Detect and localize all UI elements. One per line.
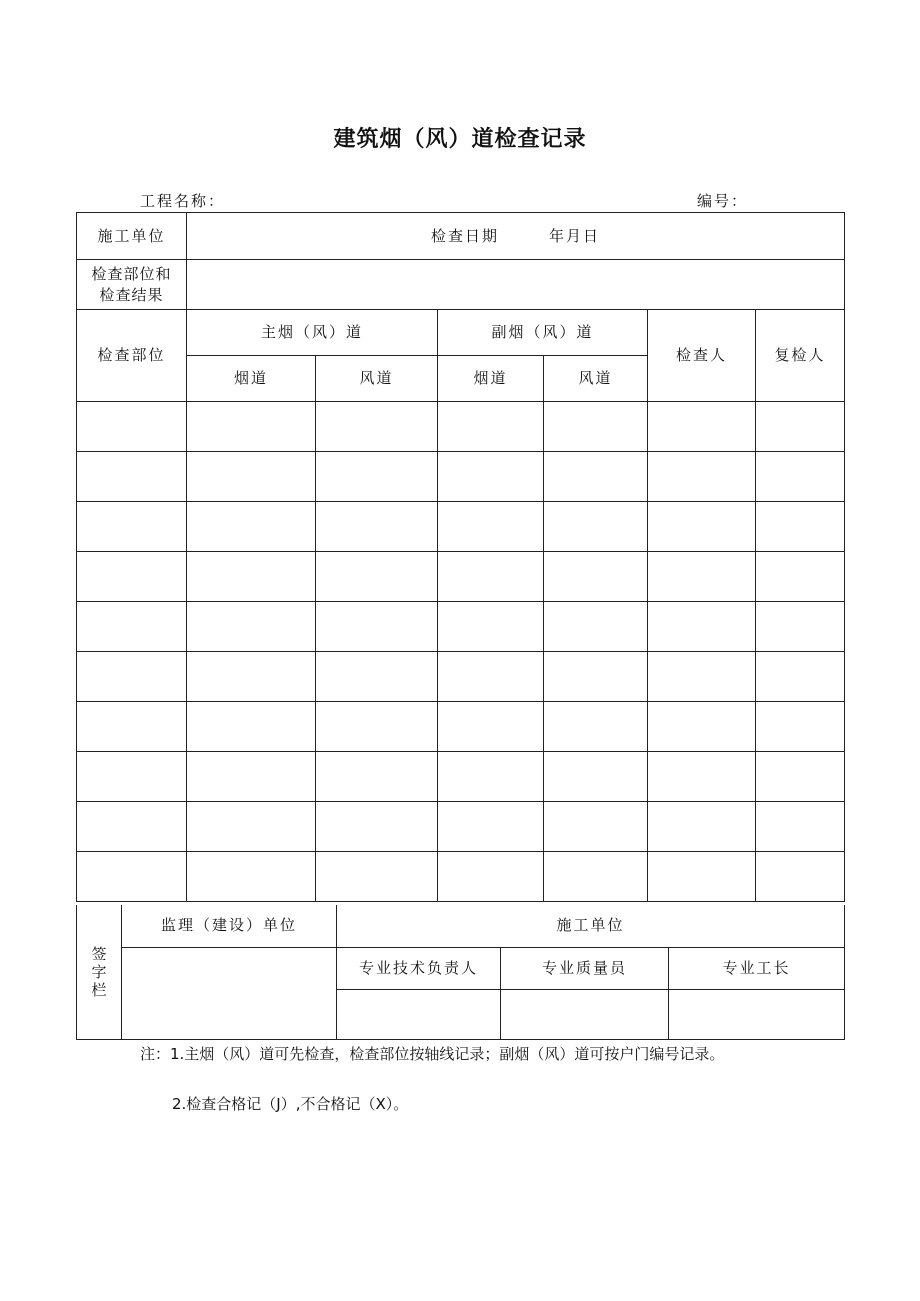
record-number-label: 编号： — [697, 192, 749, 210]
main-duct-header: 主烟（风）道 — [187, 310, 438, 356]
table-cell[interactable] — [648, 602, 756, 652]
table-cell[interactable] — [648, 852, 756, 902]
table-cell[interactable] — [544, 402, 648, 452]
table-cell[interactable] — [316, 452, 438, 502]
table-cell[interactable] — [544, 752, 648, 802]
table-cell[interactable] — [648, 402, 756, 452]
table-cell[interactable] — [544, 602, 648, 652]
table-cell[interactable] — [648, 552, 756, 602]
table-cell[interactable] — [438, 602, 544, 652]
table-cell[interactable] — [316, 652, 438, 702]
table-cell[interactable] — [77, 452, 187, 502]
table-cell[interactable] — [648, 752, 756, 802]
table-row — [77, 652, 845, 702]
table-cell[interactable] — [756, 502, 845, 552]
parts-results-label: 检查部位和 检查结果 — [77, 260, 187, 310]
table-cell[interactable] — [77, 752, 187, 802]
note-2: 2.检查合格记（J）,不合格记（X）。 — [172, 1095, 409, 1113]
table-cell[interactable] — [77, 602, 187, 652]
table-cell[interactable] — [77, 552, 187, 602]
construction-unit-sign-label: 施工单位 — [337, 905, 845, 947]
table-cell[interactable] — [187, 552, 316, 602]
main-air-duct-header: 风道 — [316, 356, 438, 402]
table-row — [77, 852, 845, 902]
aux-air-duct-header: 风道 — [544, 356, 648, 402]
table-cell[interactable] — [648, 702, 756, 752]
table-cell[interactable] — [316, 752, 438, 802]
table-cell[interactable] — [77, 852, 187, 902]
table-cell[interactable] — [438, 652, 544, 702]
table-cell[interactable] — [756, 852, 845, 902]
supervision-unit-label: 监理（建设）单位 — [122, 905, 337, 947]
table-cell[interactable] — [648, 802, 756, 852]
inspector-header: 检查人 — [648, 310, 756, 402]
note-1: 注：1.主烟（风）道可先检查，检查部位按轴线记录；副烟（风）道可按户门编号记录。 — [140, 1045, 725, 1063]
data-rows — [77, 402, 845, 902]
table-cell[interactable] — [756, 702, 845, 752]
signature-column-label: 签 字 栏 — [77, 905, 122, 1039]
inspection-date-label: 检查日期 — [431, 226, 500, 245]
table-row — [77, 702, 845, 752]
table-cell[interactable] — [187, 502, 316, 552]
table-cell[interactable] — [544, 452, 648, 502]
signature-table — [76, 905, 845, 1040]
table-cell[interactable] — [316, 802, 438, 852]
table-cell[interactable] — [544, 852, 648, 902]
foreman-signature-field[interactable] — [669, 989, 845, 1039]
tech-lead-label: 专业技术负责人 — [337, 947, 501, 989]
inspection-date-format: 年月日 — [549, 226, 601, 245]
aux-duct-header: 副烟（风）道 — [438, 310, 648, 356]
table-cell[interactable] — [544, 502, 648, 552]
table-cell[interactable] — [756, 452, 845, 502]
table-cell[interactable] — [756, 602, 845, 652]
project-name-label: 工程名称： — [140, 192, 226, 210]
table-cell[interactable] — [438, 802, 544, 852]
table-cell[interactable] — [316, 402, 438, 452]
table-row — [77, 752, 845, 802]
table-row — [77, 402, 845, 452]
inspection-table — [76, 212, 845, 902]
table-cell[interactable] — [316, 602, 438, 652]
table-row — [77, 502, 845, 552]
inspection-date-cell[interactable] — [187, 213, 845, 260]
table-cell[interactable] — [756, 552, 845, 602]
parts-results-row — [77, 260, 845, 310]
table-cell[interactable] — [648, 452, 756, 502]
quality-inspector-signature-field[interactable] — [501, 989, 669, 1039]
construction-unit-label: 施工单位 — [77, 213, 187, 260]
table-cell[interactable] — [438, 452, 544, 502]
table-cell[interactable] — [187, 852, 316, 902]
location-header: 检查部位 — [77, 310, 187, 402]
quality-inspector-label: 专业质量员 — [501, 947, 669, 989]
main-smoke-duct-header: 烟道 — [187, 356, 316, 402]
table-cell[interactable] — [544, 702, 648, 752]
table-cell[interactable] — [316, 702, 438, 752]
table-cell[interactable] — [756, 402, 845, 452]
table-cell[interactable] — [77, 802, 187, 852]
table-row — [77, 552, 845, 602]
foreman-label: 专业工长 — [669, 947, 845, 989]
table-cell[interactable] — [438, 552, 544, 602]
reinspector-header: 复检人 — [756, 310, 845, 402]
table-cell[interactable] — [187, 402, 316, 452]
table-cell[interactable] — [756, 752, 845, 802]
table-cell[interactable] — [438, 402, 544, 452]
table-cell[interactable] — [77, 652, 187, 702]
supervision-signature-field[interactable] — [122, 947, 337, 1039]
parts-results-field[interactable] — [187, 260, 845, 310]
table-cell[interactable] — [544, 652, 648, 702]
table-cell[interactable] — [77, 502, 187, 552]
table-cell[interactable] — [187, 602, 316, 652]
table-cell[interactable] — [187, 652, 316, 702]
table-cell[interactable] — [316, 552, 438, 602]
table-cell[interactable] — [544, 552, 648, 602]
table-cell[interactable] — [756, 802, 845, 852]
table-cell[interactable] — [438, 752, 544, 802]
header-row-1 — [77, 310, 845, 356]
signature-roles-row — [77, 947, 845, 989]
table-cell[interactable] — [77, 702, 187, 752]
table-cell[interactable] — [756, 652, 845, 702]
table-cell[interactable] — [187, 802, 316, 852]
table-cell[interactable] — [316, 502, 438, 552]
table-cell[interactable] — [648, 652, 756, 702]
table-cell[interactable] — [187, 702, 316, 752]
table-cell[interactable] — [187, 452, 316, 502]
table-cell[interactable] — [438, 702, 544, 752]
table-cell[interactable] — [438, 852, 544, 902]
table-cell[interactable] — [316, 852, 438, 902]
aux-smoke-duct-header: 烟道 — [438, 356, 544, 402]
construction-unit-row — [77, 213, 845, 260]
table-cell[interactable] — [187, 752, 316, 802]
table-row — [77, 802, 845, 852]
table-row — [77, 602, 845, 652]
signature-header-row — [77, 905, 845, 947]
table-cell[interactable] — [648, 502, 756, 552]
table-cell[interactable] — [438, 502, 544, 552]
tech-lead-signature-field[interactable] — [337, 989, 501, 1039]
table-cell[interactable] — [544, 802, 648, 852]
table-row — [77, 452, 845, 502]
page-title: 建筑烟（风）道检查记录 — [333, 127, 587, 152]
table-cell[interactable] — [77, 402, 187, 452]
